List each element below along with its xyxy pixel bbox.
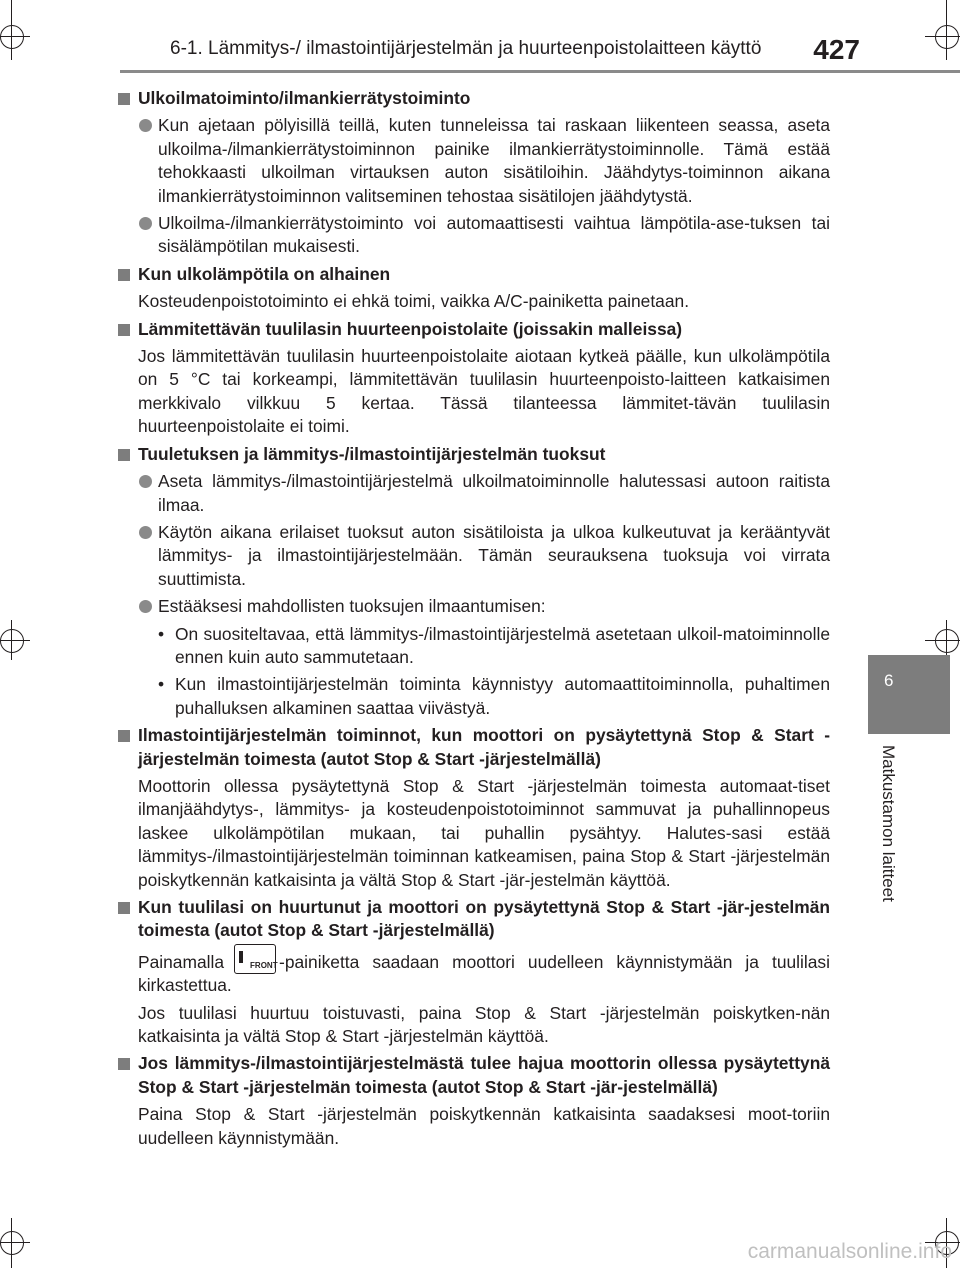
paragraph: Moottorin ollessa pysäytettynä Stop & Start -järjestelmän toimesta automaat-tiset ilmanjäähdytys-, lämmitys- ja kosteudenpoistotoiminnot sammuvat ja puhallinnopeus laskee ulkolämpötilan mukaan, tai puhallin pysähtyy. Halutes-sasi estää lämmitys-/ilmastointijärjestelmän toiminnan katkeamisen, paina Stop & Start -järjestelmän poiskytkennän katkaisinta ja vältä Stop & Start -jär-jestelmän käyttöä. bbox=[138, 775, 830, 890]
section-heading: Ulkoilmatoiminto/ilmankierrätystoiminto bbox=[118, 87, 830, 110]
page-header bbox=[170, 34, 860, 66]
crop-mark-mid-right bbox=[925, 620, 960, 660]
chapter-label-container bbox=[878, 745, 908, 945]
bullet-item: Estääksesi mahdollisten tuoksujen ilmaantumisen: bbox=[118, 595, 830, 618]
round-bullet-icon bbox=[139, 475, 152, 488]
section-title: 6-1. Lämmitys-/ ilmastointijärjestelmän ja huurteenpoistolaitteen käyttö bbox=[170, 38, 762, 59]
section-heading: Kun ulkolämpötila on alhainen bbox=[118, 263, 830, 286]
watermark: carmanualsonline.info bbox=[747, 1240, 952, 1263]
paragraph: Jos tuulilasi huurtuu toistuvasti, paina Stop & Start -järjestelmän poiskytken-nän katkaisinta ja vältä Stop & Start -järjestelmän käyttöä. bbox=[138, 1002, 830, 1047]
sub-bullet-marker: • bbox=[158, 623, 165, 644]
chapter-label: Matkustamon laitteet bbox=[879, 745, 898, 902]
round-bullet-icon bbox=[139, 526, 152, 539]
bullet-item: Kun ajetaan pölyisillä teillä, kuten tunneleissa tai raskaan liikenteen seassa, aseta ulkoilma-/ilmankierrätystoiminnon painike ilmankierrätystoiminnolle. Tämä estää tehokkaasti ulkoilman virtauksen auton sisätiloihin. Jäähdytys-toiminnon aikana ilmankierrätystoiminnon valitseminen tehostaa sisätilojen jäähdytystä. bbox=[118, 114, 830, 208]
bullet-item: Aseta lämmitys-/ilmastointijärjestelmä ulkoilmatoiminnolle halutessasi autoon raitista ilmaa. bbox=[118, 470, 830, 517]
section-heading: Lämmitettävän tuulilasin huurteenpoistolaite (joissakin malleissa) bbox=[118, 318, 830, 341]
square-bullet-icon bbox=[118, 902, 130, 914]
bullet-item: Ulkoilma-/ilmankierrätystoiminto voi automaattisesti vaihtua lämpötila-ase-tuksen tai sisälämpötilan mukaisesti. bbox=[118, 212, 830, 259]
square-bullet-icon bbox=[118, 269, 130, 281]
sub-bullet-marker: • bbox=[158, 674, 165, 695]
chapter-number: 6 bbox=[884, 671, 894, 690]
paragraph: Painamalla FRONT -painiketta saadaan moottori uudelleen käynnistymään ja tuulilasi kirkastettua. bbox=[118, 951, 830, 998]
header-rule bbox=[120, 70, 960, 73]
crop-mark-top-right bbox=[925, 0, 960, 60]
front-defogger-button-icon: FRONT bbox=[234, 944, 276, 974]
square-bullet-icon bbox=[118, 449, 130, 461]
chapter-tab bbox=[868, 655, 950, 734]
sub-bullet-item: • Kun ilmastointijärjestelmän toiminta käynnistyy automaattitoiminnolla, puhaltimen puhalluksen alkaminen saattaa viivästyä. bbox=[158, 674, 830, 718]
paragraph: Kosteudenpoistotoiminto ei ehkä toimi, vaikka A/C-painiketta painetaan. bbox=[138, 291, 690, 312]
crop-mark-top-left bbox=[0, 0, 30, 60]
paragraph: Jos lämmitettävän tuulilasin huurteenpoistolaite aiotaan kytkeä päälle, kun ulkolämpötila on 5 °C tai korkeampi, lämmitettävän tuulilasin huurteenpoisto-laitteen katkaisimen merkkivalo vilkkuu 5 kertaa. Tässä tilanteessa lämmitet-tävän tuulilasin huurteenpoistolaite ei toimi. bbox=[138, 346, 830, 437]
section-heading: Tuuletuksen ja lämmitys-/ilmastointijärjestelmän tuoksut bbox=[118, 443, 830, 466]
round-bullet-icon bbox=[139, 217, 152, 230]
main-content bbox=[118, 85, 830, 1154]
crop-mark-mid-left bbox=[0, 620, 30, 660]
section-heading: Jos lämmitys-/ilmastointijärjestelmästä tulee hajua moottorin ollessa pysäytettynä Stop & Start -järjestelmän toimesta (autot Stop & Start -jär-jestelmällä) bbox=[118, 1052, 830, 1099]
crop-mark-bottom-left bbox=[0, 1218, 30, 1268]
square-bullet-icon bbox=[118, 93, 130, 105]
section-heading: Kun tuulilasi on huurtunut ja moottori on pysäytettynä Stop & Start -jär-jestelmän toimesta (autot Stop & Start -järjestelmällä) bbox=[118, 896, 830, 943]
bullet-item: Käytön aikana erilaiset tuoksut auton sisätiloista ja ulkoa kulkeutuvat ja kerääntyvät lämmitys- ja ilmastointijärjestelmään. Tämän seurauksena tuoksuja voi virrata suuttimista. bbox=[118, 521, 830, 591]
square-bullet-icon bbox=[118, 324, 130, 336]
section-heading: Ilmastointijärjestelmän toiminnot, kun moottori on pysäytettynä Stop & Start -järjestelmän toimesta (autot Stop & Start -järjestelmällä) bbox=[118, 724, 830, 771]
page-number: 427 bbox=[813, 34, 860, 65]
round-bullet-icon bbox=[139, 119, 152, 132]
square-bullet-icon bbox=[118, 1058, 130, 1070]
paragraph: Paina Stop & Start -järjestelmän poiskytkennän katkaisinta saadaksesi moot-toriin uudelleen käynnistymään. bbox=[138, 1104, 830, 1148]
sub-bullet-item: • On suositeltavaa, että lämmitys-/ilmastointijärjestelmä asetetaan ulkoil-matoiminnolle ennen kuin auto sammutetaan. bbox=[158, 623, 830, 667]
square-bullet-icon bbox=[118, 730, 130, 742]
round-bullet-icon bbox=[139, 600, 152, 613]
